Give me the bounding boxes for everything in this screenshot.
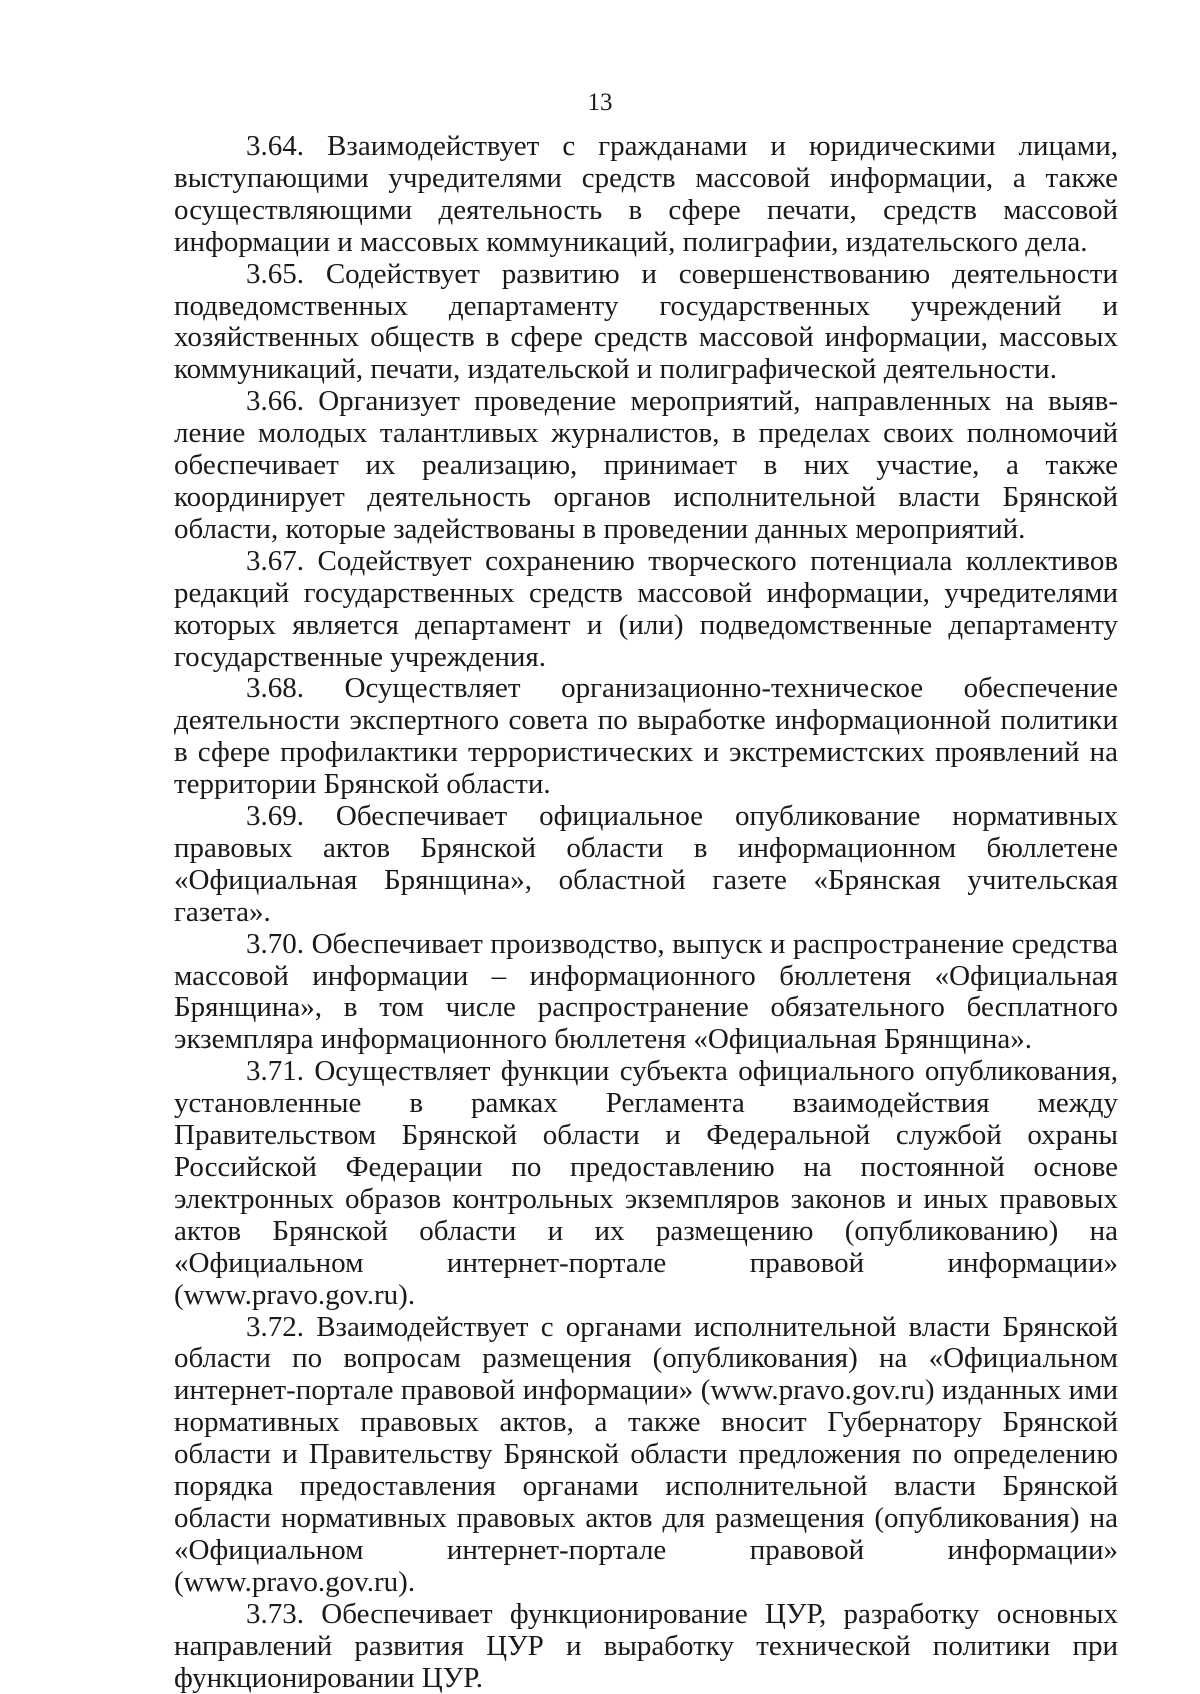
paragraph-number: 3.65. (246, 257, 304, 290)
paragraph-3-70 (174, 929, 1118, 1057)
paragraph-text: Содействует сохранению творческого потенциала коллективов редакций государственных средств массовой информации, учредителями которых является департамент и (или) подведомственные департаменту государственные учреждения. (174, 544, 1119, 673)
paragraph-text: Осуществляет организационно-техническое обеспечение деятельности экспертного совета по выработке информационной политики в сфере профилактики террористических и экстремистских проявлений на территории Брянской области. (174, 672, 1118, 801)
paragraph-text: Содействует развитию и совершенствованию деятельности подведомственных департаменту государственных учреждений и хозяйственных обществ в сфере средств массовой информации, массовых коммуникаций, печати, издательской и полиграфической деятельности. (174, 257, 1118, 386)
paragraph-number: 3.70. (246, 927, 304, 960)
paragraph-3-66 (174, 386, 1118, 546)
paragraph-number: 3.73. (246, 1597, 304, 1630)
paragraph-3-68 (174, 673, 1118, 801)
paragraph-number: 3.72. (246, 1310, 304, 1343)
paragraph-3-73 (174, 1599, 1118, 1694)
paragraph-text: Взаимодействует с гражданами и юридическими лицами, выступающими учредителями средств массовой информации, а также осуществляющими деятельность в сфере печати, средств массовой информации и массовых коммуникаций, полиграфии, издательского дела. (174, 130, 1118, 258)
paragraph-3-72 (174, 1312, 1118, 1599)
paragraph-text: Осуществляет функции субъекта официального опубликования, установленные в рамках Регламента взаимодействия между Правительством Брянской области и Федеральной службой охраны Российской Федерации по предоставлению на постоянной основе электронных образов контрольных экземпляров законов и иных правовых актов Брянской области и их размещению (опубликованию) на «Официальном интернет-портале правовой информации» (www.pravo.gov.ru). (174, 1055, 1118, 1311)
paragraph-text: Обеспечивает производство, выпуск и распространение средства массовой информации – информационного бюллетеня «Официальная Брянщина», в том числе распространение обязательного бесплатного экземпляра информационного бюллетеня «Официальная Брянщина». (174, 927, 1118, 1056)
paragraph-number: 3.64. (246, 130, 304, 162)
paragraph-3-71 (174, 1056, 1118, 1311)
paragraph-3-64 (174, 131, 1118, 259)
document-body (174, 131, 1118, 1694)
paragraph-text: Взаимодействует с органами исполнительной власти Брянской области по вопросам размещения (опубликования) на «Официальном интернет-портале правовой информации» (www.pravo.gov.ru) изданных ими нормативных правовых актов, а также вносит Губернатору Брянской области и Правительству Брянской области предложения по определению порядка предоставления органами исполнительной власти Брянской области нормативных правовых актов для размещения (опубликования) на «Официальном интернет-портале правовой информации» (www.pravo.gov.ru). (174, 1310, 1119, 1598)
paragraph-number: 3.68. (246, 672, 304, 705)
page-number: 13 (587, 89, 613, 116)
paragraph-number: 3.71. (246, 1055, 304, 1088)
paragraph-3-65 (174, 259, 1118, 387)
paragraph-3-67 (174, 546, 1118, 674)
paragraph-number: 3.67. (246, 544, 304, 577)
paragraph-text: Обеспечивает официальное опубликование нормативных правовых актов Брянской области в информационном бюллетене «Официальная Брянщина», областной газете «Брянская учительская газета». (174, 800, 1118, 928)
paragraph-text: Обеспечивает функционирование ЦУР, разработку основных направлений развития ЦУР и выработку технической политики при функционировании ЦУР. (174, 1597, 1118, 1694)
paragraph-number: 3.66. (246, 385, 304, 418)
paragraph-text: Организует проведение мероприятий, направленных на выявление молодых талантливых журналистов, в пределах своих полномочий обеспечивает их реализацию, принимает в них участие, а также координирует деятельность органов исполнительной власти Брянской области, которые задействованы в проведении данных мероприятий. (174, 385, 1118, 545)
paragraph-3-69 (174, 801, 1118, 929)
paragraph-number: 3.69. (246, 800, 304, 833)
